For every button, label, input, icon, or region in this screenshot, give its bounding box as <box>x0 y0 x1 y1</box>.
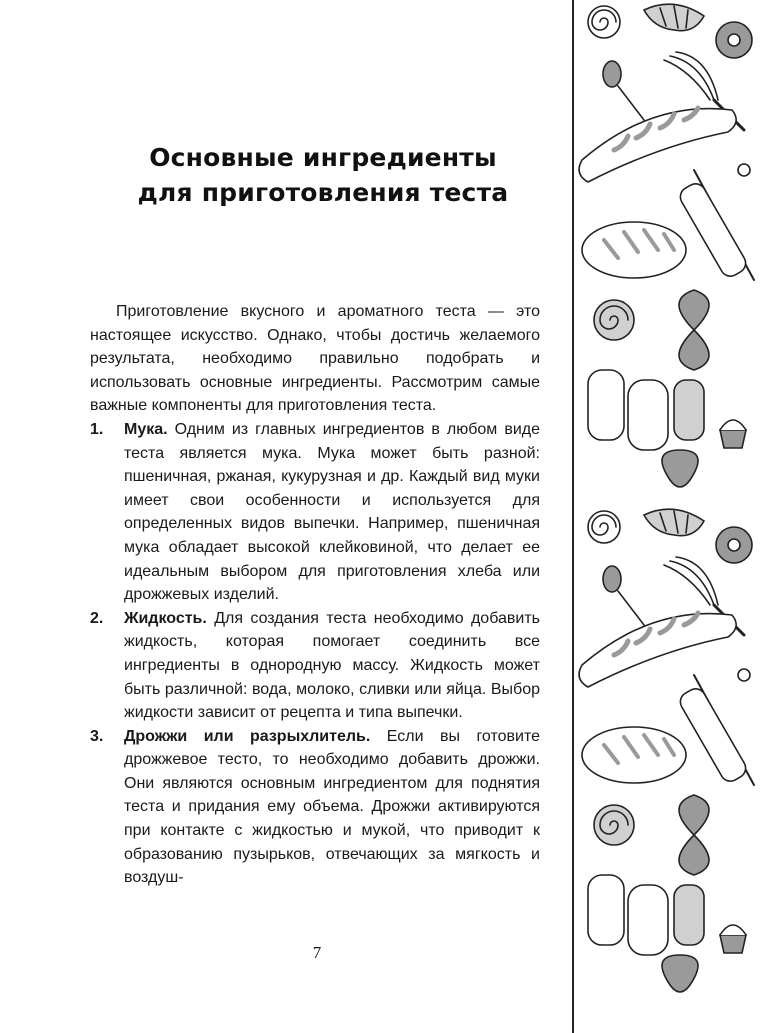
baking-pattern-border <box>574 0 768 1033</box>
list-item-number: 2. <box>90 609 104 627</box>
list-item-term: Дрожжи или разрыхлитель. <box>124 727 371 745</box>
list-item-number: 3. <box>90 727 104 745</box>
decorative-baking-border <box>572 0 768 1033</box>
list-item <box>90 607 540 725</box>
page-number: 7 <box>312 943 322 962</box>
ingredient-list <box>90 418 540 890</box>
list-item-term: Мука. <box>124 420 168 438</box>
list-item <box>90 725 540 890</box>
page-title-line-2: для приготовления теста <box>137 178 509 207</box>
list-item-number: 1. <box>90 420 104 438</box>
intro-paragraph: Приготовление вкусного и ароматного теста — это настоящее искусство. Однако, чтобы достичь желаемого результата, необходимо правильно подобрать и использовать основные ингредиенты. Рассмотрим самые важные компоненты для приготовления теста. <box>90 303 540 415</box>
list-item-text: Если вы готовите дрожжевое тесто, то необходимо добавить дрожжи. Они являются основным ингредиентом для поднятия теста и придания ему объема. Дрожжи активируются при контакте с жидкостью и мукой, что приводит к образованию пузырьков, отвечающих за мягкость и воздуш- <box>124 727 540 887</box>
list-item-text: Для создания теста необходимо добавить жидкость, которая помогает соединить все ингредиенты в однородную массу. Жидкость может быть различной: вода, молоко, сливки или яйца. Выбор жидкости зависит от рецепта и типа выпечки. <box>124 609 540 722</box>
page-title <box>100 140 546 210</box>
list-item-text: Одним из главных ингредиентов в любом виде теста является мука. Мука может быть разной: пшеничная, ржаная, кукурузная и др. Каждый вид муки имеет свои особенности и используется для определенных видов выпечки. Например, пшеничная мука обладает высокой клейковиной, что делает ее идеальным выбором для приготовления хлеба или дрожжевых изделий. <box>124 420 540 604</box>
list-item-term: Жидкость. <box>124 609 207 627</box>
page-title-line-1: Основные ингредиенты <box>149 143 497 172</box>
text-body <box>90 300 540 890</box>
list-item <box>90 418 540 607</box>
